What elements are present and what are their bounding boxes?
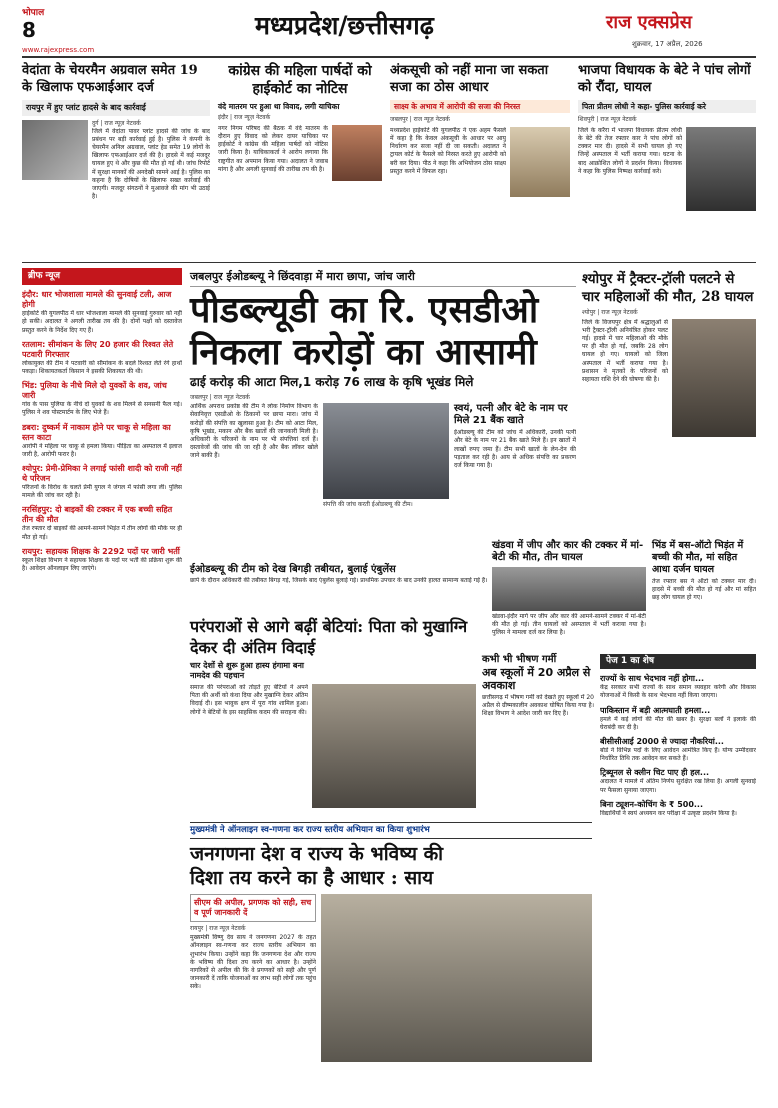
story-bhind-headline: भिंड में बस-ऑटो भिड़ंत में बच्ची की मौत, मां सहित आधा दर्जन घायल [652, 540, 744, 575]
brief-news-item-body: परिजनों के विरोध के चलते प्रेमी युगल ने जंगल में फांसी लगा ली। पुलिस मामले की जांच कर रही है। [22, 484, 182, 500]
page1-rest-column [600, 654, 756, 1096]
brief-news-item [22, 423, 182, 459]
story-daughters [190, 616, 476, 808]
paper-name: राज एक्सप्रेस [606, 12, 692, 33]
story-marksheet-headline: अंकसूची को नहीं माना जा सकता सजा का ठोस आधार [390, 63, 549, 95]
main-story-side-body: ईओडब्ल्यू की टीम को जांच में अधिकारी, उनकी पत्नी और बेटे के नाम पर 21 बैंक खाते मिले हैं। इन खातों में लाखों रुपए जमा हैं। टीम सभी खातों के लेन-देन की पड़ताल कर रही है। आय से अधिक संपत्ति का प्रकरण दर्ज किया गया है। [454, 429, 576, 470]
brief-news-item [22, 381, 182, 417]
story-heat [482, 654, 594, 760]
brief-news-item-body: गांव के पास पुलिया के नीचे दो युवकों के शव मिलने से सनसनी फैल गई। पुलिस ने शव पोस्टमार्टम के लिए भेजे हैं। [22, 401, 182, 417]
main-story-body: आर्थिक अपराध प्रकोष्ठ की टीम ने लोक निर्माण विभाग के सेवानिवृत्त एसडीओ के ठिकानों पर छापा मारा। जांच में करोड़ों की संपत्ति का खुलासा हुआ है। टीम को आटा मिल, कृषि भूखंड, मकान और बैंक खातों की जानकारी मिली है। अधिकारी के परिजनों के नाम पर भी संपत्तियां दर्ज हैं। दस्तावेजों की जांच की जा रही है और बैंक लॉकर खोले जाने बाकी हैं। [190, 403, 318, 460]
brief-news-item [22, 505, 182, 541]
story-bjp-mla [578, 62, 756, 245]
brief-news-title: ब्रीफ न्यूज [22, 268, 182, 285]
page1-rest-item [600, 706, 756, 732]
story-vedanta-headline: वेदांता के चेयरमैन अग्रवाल समेत 19 के खिलाफ एफआईआर दर्ज [22, 63, 198, 95]
website-link[interactable]: www.rajexpress.com [22, 46, 95, 54]
page1-rest-item-headline: बिना ट्यूशन-कोचिंग के ₹ 500... [600, 799, 704, 809]
city-label: भोपाल [22, 8, 45, 18]
main-story-bottom-headline: ईओडब्ल्यू की टीम को देख बिगड़ी तबीयत, बुलाई एंबुलेंस [190, 564, 396, 576]
story-vedanta-subhead: रायपुर में हुए प्लांट हादसे के बाद कार्रवाई [22, 100, 210, 116]
brief-news-column [22, 268, 182, 1096]
main-story-credit: जबलपुर | राज न्यूज़ नेटवर्क [190, 393, 250, 401]
story-census-photo [321, 894, 592, 1062]
main-story-headline-2: निकला करोड़ों का आसामी [190, 330, 537, 373]
page1-rest-item-body: बोर्ड ने विभिन्न पदों के लिए आवेदन आमंत्रित किए हैं। योग्य उम्मीदवार निर्धारित तिथि तक आवेदन कर सकते हैं। [600, 747, 756, 763]
story-sheopur-headline: श्योपुर में ट्रैक्टर-ट्रॉली पलटने से चार महिलाओं की मौत, 28 घायल [582, 271, 754, 305]
story-census-kicker: मुख्यमंत्री ने ऑनलाइन स्व-गणना कर राज्य स्तरीय अभियान का किया शुभारंभ [190, 822, 592, 839]
story-vedanta-body: जिले में वेदांता पावर प्लांट हादसे की जांच के बाद प्रबंधन पर बड़ी कार्रवाई हुई है। पुलिस ने कंपनी के चेयरमैन अनिल अग्रवाल, प्लांट हेड समेत 19 लोगों के खिलाफ एफआईआर दर्ज की है। हादसे में कई मजदूर घायल हुए थे और कुछ की मौत हो गई थी। जांच रिपोर्ट में सुरक्षा मानकों की अनदेखी सामने आई है। पुलिस का कहना है कि दोषियों के खिलाफ सख्त कार्रवाई की जाएगी। मजदूर संगठनों ने मुआवजे की मांग भी उठाई है। [92, 127, 210, 201]
story-heat-headline: कभी भी भीषण गर्मी [482, 654, 557, 665]
story-daughters-subhead: चार देशों से शुरू हुआ हास्य हंगामा बना नामदेव की पहचान [190, 661, 304, 680]
brief-news-item-headline: डबरा: दुष्कर्म में नाकाम होने पर चाकू से महिला का स्तन काटा [22, 422, 171, 442]
page1-rest-item-headline: पाकिस्तान में बड़ी आत्मघाती हमला... [600, 705, 711, 715]
brief-news-item [22, 290, 182, 335]
page1-rest-item-headline: ट्रिब्यूनल से क्लीन चिट पाए ही हल... [600, 768, 710, 778]
brief-news-item-headline: रायपुर: सहायक शिक्षक के 2292 पदों पर जारी भर्ती [22, 546, 180, 556]
story-marksheet-body: मध्यप्रदेश हाईकोर्ट की युगलपीठ ने एक अहम फैसले में कहा है कि केवल अंकसूची के आधार पर आयु निर्धारण कर सजा नहीं दी जा सकती। अदालत ने ट्रायल कोर्ट के फैसले को निरस्त करते हुए आरोपी को बरी कर दिया। पीठ ने कहा कि अभियोजन ठोस साक्ष्य प्रस्तुत करने में विफल रहा। [390, 126, 506, 175]
page1-rest-title: पेज 1 का शेष [600, 654, 756, 669]
main-story-photo-caption: संपत्ति की जांच करती ईओडब्ल्यू की टीम। [323, 501, 413, 509]
story-vedanta [22, 62, 210, 240]
story-census-headline-2: दिशा तय करने का है आधार : साय [190, 866, 434, 889]
brief-news-item-body: आरोपी ने महिला पर चाकू से हमला किया। पीड़िता का अस्पताल में इलाज जारी है, आरोपी फरार है। [22, 442, 182, 458]
main-story-kicker: जबलपुर ईओडब्ल्यू ने छिंदवाड़ा में मारा छापा, जांच जारी [190, 270, 576, 287]
story-bjp-mla-body: जिले के करैरा में भाजपा विधायक प्रीतम लोधी के बेटे की तेज रफ्तार कार ने पांच लोगों को टक्कर मार दी। हादसे में सभी घायल हो गए जिन्हें अस्पताल में भर्ती कराया गया। घटना के बाद आक्रोशित लोगों ने प्रदर्शन किया। विधायक ने कहा कि पुलिस निष्पक्ष कार्रवाई करे। [578, 126, 682, 175]
main-story-bottom-body: छापे के दौरान अधिकारी की तबीयत बिगड़ गई, जिसके बाद एंबुलेंस बुलाई गई। प्राथमिक उपचार के बाद उनकी हालत सामान्य बताई गई है। [190, 576, 488, 584]
story-congress [218, 62, 382, 243]
story-daughters-headline: परंपराओं से आगे बढ़ीं बेटियां: पिता को मुखाग्नि देकर दी अंतिम विदाई [190, 617, 468, 657]
dateline: शुक्रवार, 17 अप्रैल, 2026 [632, 40, 703, 48]
story-khandwa-photo [492, 567, 646, 611]
story-bjp-mla-headline: भाजपा विधायक के बेटे ने पांच लोगों को रौंदा, घायल [578, 63, 751, 95]
brief-news-item-headline: इंदौर: धार भोजशाला मामले की सुनवाई टली, आज होगी [22, 290, 172, 310]
story-congress-headline: कांग्रेस की महिला पार्षदों को हाईकोर्ट का नोटिस [228, 63, 372, 97]
story-vedanta-credit: दुर्ग | राज न्यूज़ नेटवर्क [92, 120, 141, 127]
main-story-photo [323, 403, 449, 499]
page-number: 8 [22, 18, 36, 43]
story-khandwa-headline: खंडवा में जीप और कार की टक्कर में मां-बेटी की मौत, तीन घायल [492, 540, 644, 563]
story-bjp-mla-credit: शिवपुरी | राज न्यूज़ नेटवर्क [578, 116, 637, 124]
page1-rest-item-body: विद्यार्थियों ने स्वयं अध्ययन कर परीक्षा में उत्कृष्ट प्रदर्शन किया है। [600, 809, 737, 817]
story-census [190, 822, 592, 1064]
brief-news-item-body: लोकायुक्त की टीम ने पटवारी को सीमांकन के बदले रिश्वत लेते रंगे हाथों पकड़ा। शिकायतकर्ता किसान ने इसकी शिकायत की थी। [22, 359, 182, 376]
story-vedanta-photo [22, 120, 88, 180]
brief-news-item [22, 547, 182, 573]
brief-news-item [22, 340, 182, 376]
page1-rest-item-headline: बीसीसीआई 2000 से ज्यादा नौकरियां... [600, 737, 724, 747]
story-bjp-mla-subhead: पिता प्रीतम लोधी ने कहा- पुलिस कार्रवाई करे [578, 100, 756, 113]
main-story-subhead: ढाई करोड़ की आटा मिल,1 करोड़ 76 लाख के कृषि भूखंड मिले [190, 374, 474, 389]
story-marksheet-photo [510, 127, 570, 197]
story-congress-credit: इंदौर | राज न्यूज़ नेटवर्क [218, 114, 271, 122]
story-sheopur [582, 270, 756, 437]
story-congress-photo [332, 125, 382, 181]
story-congress-body: नगर निगम परिषद की बैठक में वंदे मातरम के दौरान हुए विवाद को लेकर दायर याचिका पर हाईकोर्ट ने कांग्रेस की महिला पार्षदों को नोटिस जारी किया है। याचिकाकर्ता ने आरोप लगाया कि राष्ट्रगीत का अपमान किया गया। अदालत ने जवाब मांगा है और अगली सुनवाई की तारीख तय की है। [218, 124, 328, 173]
brief-news-item-headline: नरसिंहपुर: दो बाइकों की टक्कर में एक बच्ची सहित तीन की मौत [22, 505, 173, 525]
page1-rest-item-body: हमले में कई लोगों की मौत की खबर है। सुरक्षा बलों ने इलाके की घेराबंदी कर दी है। [600, 715, 756, 731]
masthead-left [22, 8, 82, 41]
section-title: मध्यप्रदेश/छत्तीसगढ़ [255, 11, 434, 40]
page1-rest-list [600, 674, 756, 818]
brief-news-item-body: तेज रफ्तार दो बाइकों की आमने-सामने भिड़ंत में तीन लोगों की मौके पर ही मौत हो गई। [22, 525, 182, 541]
story-sheopur-body: जिले के विजयपुर क्षेत्र में श्रद्धालुओं से भरी ट्रैक्टर-ट्रॉली अनियंत्रित होकर पलट गई। हादसे में चार महिलाओं की मौके पर ही मौत हो गई, जबकि 28 लोग घायल हो गए। घायलों को जिला अस्पताल में भर्ती कराया गया है। प्रशासन ने मृतकों के परिजनों को सहायता राशि देने की घोषणा की है। [582, 318, 668, 383]
brief-news-item-body: स्कूल शिक्षा विभाग ने सहायक शिक्षक के पदों पर भर्ती की प्रक्रिया शुरू की है। आवेदन ऑनलाइन लिए जाएंगे। [22, 556, 182, 573]
page1-rest-item-body: केंद्र सरकार सभी राज्यों के साथ समान व्यवहार करेगी और विकास योजनाओं में किसी के साथ भेदभाव नहीं किया जाएगा। [600, 684, 756, 700]
page1-rest-item [600, 737, 756, 763]
story-daughters-body: समाज की परंपराओं को तोड़ते हुए बेटियों ने अपने पिता की अर्थी को कंधा दिया और मुखाग्नि देकर अंतिम विदाई दी। इस भावुक क्षण में पूरा गांव शामिल हुआ। लोगों ने बेटियों के इस साहसिक कदम की सराहना की। [190, 684, 308, 716]
story-census-headline-1: जनगणना देश व राज्य के भविष्य की [190, 842, 444, 865]
story-heat-body: छत्तीसगढ़ में भीषण गर्मी को देखते हुए स्कूलों में 20 अप्रैल से ग्रीष्मकालीन अवकाश घोषित किया गया है। शिक्षा विभाग ने आदेश जारी कर दिए हैं। [482, 694, 594, 718]
brief-news-item-body: हाईकोर्ट की युगलपीठ में धार भोजशाला मामले की सुनवाई गुरुवार को नहीं हो सकी। अदालत ने अगली तारीख तय की है। दोनों पक्षों को दस्तावेज प्रस्तुत करने के निर्देश दिए गए हैं। [22, 310, 182, 334]
story-marksheet [390, 62, 570, 245]
story-bhind [652, 540, 756, 666]
story-khandwa-body: खंडवा-इंदौर मार्ग पर जीप और कार की आमने-सामने टक्कर में मां-बेटी की मौत हो गई। तीन घायलों को अस्पताल में भर्ती कराया गया है। पुलिस ने मामला दर्ज कर लिया है। [492, 613, 646, 637]
story-daughters-photo [312, 684, 476, 808]
story-bhind-body: तेज रफ्तार बस ने ऑटो को टक्कर मार दी। हादसे में बच्ची की मौत हो गई और मां सहित छह लोग घायल हो गए। [652, 578, 756, 602]
story-bjp-mla-photo [686, 127, 756, 211]
page1-rest-item [600, 674, 756, 700]
page1-rest-item [600, 800, 756, 818]
story-congress-subhead: वंदे मातरम पर हुआ था विवाद, लगी याचिका [218, 102, 340, 111]
story-marksheet-credit: जबलपुर | राज न्यूज़ नेटवर्क [390, 116, 450, 124]
brief-news-item-headline: भिंड: पुलिया के नीचे मिले दो युवकों के शव, जांच जारी [22, 381, 167, 401]
main-story-headline-1: पीडब्ल्यूडी का रि. एसडीओ [190, 288, 539, 331]
story-marksheet-subhead: साक्ष्य के अभाव में आरोपी की सजा की निरस्त [390, 100, 570, 113]
page1-rest-item-body: अदालत ने मामले में अंतिम निर्णय सुरक्षित रख लिया है। अगली सुनवाई पर फैसला सुनाया जाएगा। [600, 778, 756, 794]
main-story-side-headline: स्वयं, पत्नी और बेटे के नाम पर मिले 21 बैंक खाते [454, 403, 568, 427]
story-census-quote: सीएम की अपील, प्रगणक को सही, सच व पूर्ण जानकारी दें [190, 894, 316, 922]
brief-news-list [22, 290, 182, 573]
story-census-credit: रायपुर | राज न्यूज़ नेटवर्क [190, 924, 246, 932]
story-sheopur-photo [672, 319, 756, 437]
brief-news-item [22, 464, 182, 500]
page1-rest-item [600, 768, 756, 794]
masthead-rule [22, 56, 756, 58]
page1-rest-item-headline: राज्यों के साथ भेदभाव नहीं होगा... [600, 674, 705, 684]
story-heat-headline-2: अब स्कूलों में 20 अप्रैल से अवकाश [482, 666, 591, 692]
top-rule [22, 262, 756, 263]
brief-news-item-headline: रतलाम: सीमांकन के लिए 20 हजार की रिश्वत लेते पटवारी गिरफ्तार [22, 339, 174, 359]
story-census-body: मुख्यमंत्री विष्णु देव साय ने जनगणना 2027 के तहत ऑनलाइन स्व-गणना कर राज्य स्तरीय अभियान का शुभारंभ किया। उन्होंने कहा कि जनगणना देश और राज्य के भविष्य की दिशा तय करने का आधार है। उन्होंने नागरिकों से अपील की कि वे प्रगणकों को सही और पूर्ण जानकारी दें ताकि योजनाओं का लाभ सही लोगों तक पहुंच सके। [190, 934, 316, 991]
brief-news-item-headline: श्योपुर: प्रेमी-प्रेमिका ने लगाई फांसी शादी को राजी नहीं थे परिजन [22, 464, 182, 484]
story-sheopur-credit: श्योपुर | राज न्यूज़ नेटवर्क [582, 309, 638, 316]
